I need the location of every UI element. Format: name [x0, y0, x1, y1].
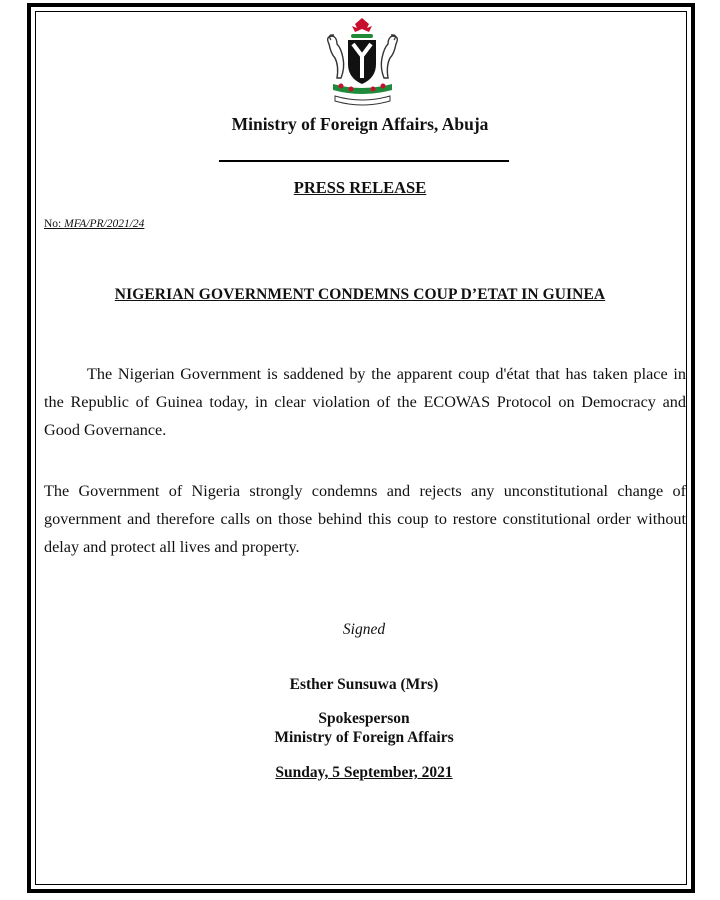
- signatory-organization: Ministry of Foreign Affairs: [274, 729, 454, 746]
- ministry-heading: Ministry of Foreign Affairs, Abuja: [231, 114, 489, 134]
- body-paragraph-1: The Nigerian Government is saddened by the apparent coup d'état that has taken place in the Republic of Guinea today, in clear violation of the ECOWAS Protocol on Democracy and Good Governance.: [44, 365, 686, 439]
- heading-divider: [219, 160, 509, 162]
- nigeria-coat-of-arms-icon: [315, 14, 410, 106]
- document-title: PRESS RELEASE: [293, 178, 427, 197]
- body-paragraph-2: The Government of Nigeria strongly condemns and rejects any unconstitutional change of government and therefore calls on those behind this coup to restore constitutional order without delay and protect all lives and property.: [44, 482, 686, 556]
- release-date: Sunday, 5 September, 2021: [275, 764, 453, 781]
- reference-value: MFA/PR/2021/24: [64, 218, 145, 230]
- release-headline: NIGERIAN GOVERNMENT CONDEMNS COUP D’ETAT IN GUINEA: [114, 286, 606, 303]
- signed-label: Signed: [342, 621, 386, 638]
- reference-number: [44, 218, 144, 230]
- signatory-name: Esther Sunsuwa (Mrs): [289, 676, 439, 693]
- signatory-role: Spokesperson: [318, 710, 410, 727]
- reference-prefix: No:: [44, 218, 65, 230]
- page-border: [27, 3, 695, 893]
